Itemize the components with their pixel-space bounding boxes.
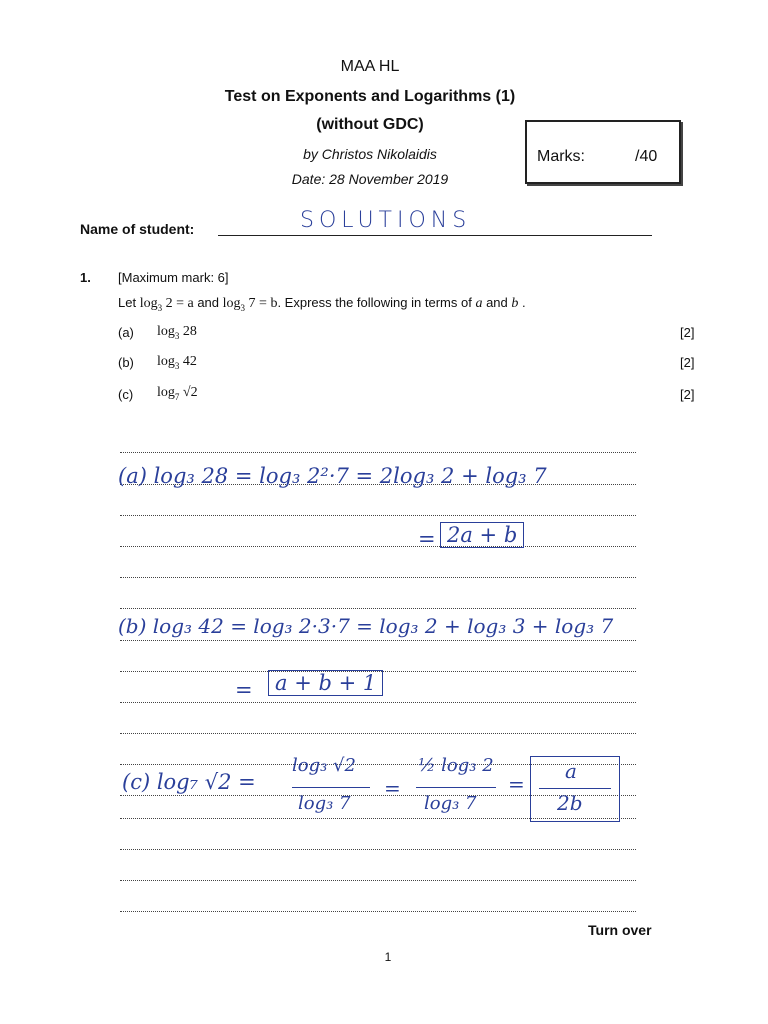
part-a-label: (a) bbox=[118, 325, 134, 340]
solution-a-working: (a) log₃ 28 = log₃ 2²·7 = 2log₃ 2 + log₃ 7 bbox=[118, 464, 547, 488]
course-title: MAA HL bbox=[340, 58, 400, 75]
stem-and-2: and bbox=[486, 295, 508, 310]
fraction-bar bbox=[416, 787, 496, 788]
answer-line bbox=[120, 911, 636, 912]
part-c-mark: [2] bbox=[680, 387, 695, 402]
solution-c-equals-2: = bbox=[384, 776, 401, 800]
part-b-mark: [2] bbox=[680, 355, 695, 370]
solution-c-label: (c) log₇ √2 = bbox=[122, 770, 256, 794]
solution-b-answer: a + b + 1 bbox=[268, 670, 383, 696]
solution-a-answer: 2a + b bbox=[440, 522, 524, 548]
stem-end: . bbox=[522, 295, 526, 310]
solution-c-denominator-1: log₃ 7 bbox=[298, 793, 351, 814]
stem-and: and bbox=[197, 295, 220, 310]
solution-c-answer-box bbox=[530, 756, 620, 822]
solution-c-answer-denominator: 2b bbox=[557, 791, 583, 815]
stem-var-b: b bbox=[511, 296, 519, 311]
test-subtitle: (without GDC) bbox=[316, 116, 424, 133]
stem-let: Let bbox=[118, 295, 137, 310]
part-c-label: (c) bbox=[118, 387, 134, 402]
answer-line bbox=[120, 608, 636, 609]
test-title: Test on Exponents and Logarithms (1) bbox=[224, 88, 516, 105]
part-b-expression: $\log_3 42$ bbox=[157, 354, 197, 371]
part-c-expression: $\log_7 √2$ bbox=[157, 385, 198, 402]
solution-c-answer-numerator: a bbox=[565, 759, 577, 783]
fraction-bar bbox=[539, 788, 611, 789]
date-line: Date: 28 November 2019 bbox=[291, 171, 449, 187]
fraction-bar bbox=[292, 787, 370, 788]
question-max-mark: [Maximum mark: 6] bbox=[118, 270, 229, 285]
answer-line bbox=[120, 452, 636, 453]
solution-b-equals: = bbox=[235, 678, 253, 702]
stem-expression-a: $\log_3 2 = a$ bbox=[139, 296, 194, 313]
solution-c-numerator-1: log₃ √2 bbox=[292, 755, 356, 776]
answer-line bbox=[120, 640, 636, 641]
stem-var-a: a bbox=[475, 296, 483, 311]
answer-line bbox=[120, 702, 636, 703]
part-a-expression: $\log_3 28$ bbox=[157, 324, 197, 341]
student-name-label: Name of student: bbox=[80, 221, 195, 237]
solution-c-equals-3: = bbox=[508, 772, 525, 796]
stem-expression-b: $\log_3 7 = b$ bbox=[222, 296, 278, 313]
stem-rest: . Express the following in terms of bbox=[277, 295, 472, 310]
marks-label: Marks: bbox=[537, 148, 585, 165]
solution-a-equals: = bbox=[418, 527, 436, 551]
author-line: by Christos Nikolaidis bbox=[303, 146, 437, 162]
turn-over-label: Turn over bbox=[588, 922, 652, 938]
question-stem bbox=[118, 295, 526, 313]
answer-line bbox=[120, 880, 636, 881]
page-number: 1 bbox=[384, 950, 392, 964]
answer-line bbox=[120, 849, 636, 850]
student-name-value: SOLUTIONS bbox=[300, 208, 472, 233]
answer-line bbox=[120, 577, 636, 578]
solution-c-denominator-2: log₃ 7 bbox=[424, 793, 477, 814]
student-name-underline bbox=[218, 235, 652, 236]
answer-line bbox=[120, 733, 636, 734]
solution-b-working: (b) log₃ 42 = log₃ 2·3·7 = log₃ 2 + log₃ 3 + log₃ 7 bbox=[118, 614, 614, 638]
answer-line bbox=[120, 546, 636, 547]
part-a-mark: [2] bbox=[680, 325, 695, 340]
marks-total: /40 bbox=[635, 148, 658, 165]
answer-line bbox=[120, 515, 636, 516]
marks-box bbox=[525, 120, 681, 184]
solution-c-numerator-2: ½ log₃ 2 bbox=[418, 755, 494, 776]
question-number: 1. bbox=[80, 270, 91, 285]
part-b-label: (b) bbox=[118, 355, 134, 370]
